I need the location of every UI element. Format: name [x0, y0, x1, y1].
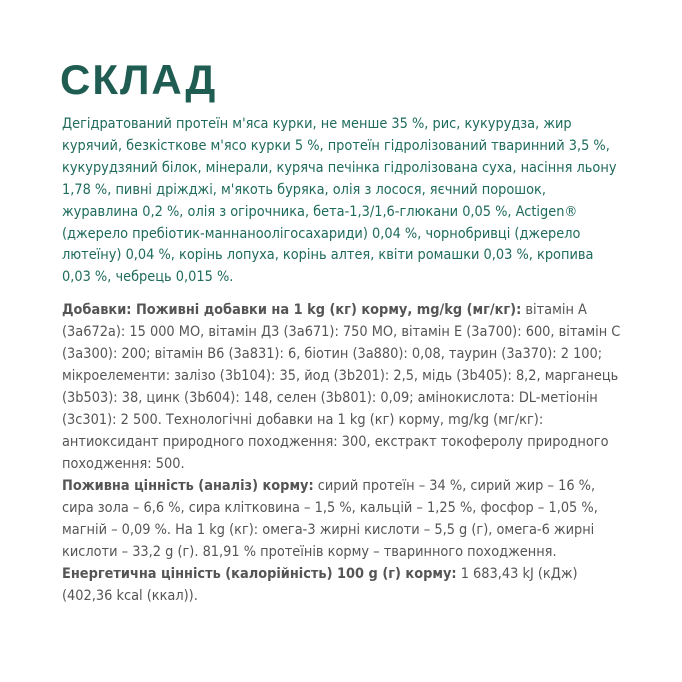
nutrition-details — [62, 299, 622, 607]
additives-label: Добавки: Поживні добавки на 1 kg (кг) корму, mg/kg (мг/кг): — [62, 302, 522, 318]
additives-text: вітамін А (3а672а): 15 000 МО, вітамін Д3 (3а671): 750 МО, вітамін Е (3а700): 600, вітамін С (3а300): 200; вітамін В6 (3а831): 6, біотин (3а880): 0,08, таурин (3а370): 2 100; мікроелементи: залізо (3b104): 35, йод (3b201): 2,5, мідь (3b405): 8,2, марганець (3b503): 38, цинк (3b604): 148, селен (3b801): 0,09; амінокислота: DL-метіонін (3с301): 2 500. Технологічні добавки на 1 kg (кг) корму, mg/kg (мг/кг): антиоксидант природного походження: 300, екстракт токоферолу природного походження: 500. — [62, 302, 621, 472]
page-title: СКЛАД — [60, 56, 218, 103]
energy-label: Енергетична цінність (калорійність) 100 g (г) корму: — [62, 566, 457, 582]
energy-text: 1 683,43 kJ (кДж) (402,36 kcal (ккал)). — [62, 566, 578, 604]
nutrition-text: сирий протеїн – 34 %, сирий жир – 16 %, сира зола – 6,6 %, сира клітковина – 1,5 %, кальцій – 1,25 %, фосфор – 1,05 %, магній – 0,09 %. На 1 kg (кг): омега-3 жирні кислоти – 5,5 g (г), омега-6 жирні кислоти – 33,2 g (г). 81,91 % протеїнів корму – тваринного походження. — [62, 478, 598, 560]
nutrition-label: Поживна цінність (аналіз) корму: — [62, 478, 314, 494]
ingredients-text: Дегідратований протеїн м'яса курки, не менше 35 %, рис, кукурудза, жир курячий, безкісткове м'ясо курки 5 %, протеїн гідролізований тваринний 3,5 %, кукурудзяний білок, мінерали, куряча печінка гідролізована суха, насіння льону 1,78 %, пивні дріжджі, м'якоть буряка, олія з лосося, яєчний порошок, журавлина 0,2 %, олія з огірочника, бета-1,3/1,6-глюкани 0,05 %, Actigen® (джерело пребіотик-маннаноолігосахариди) 0,04 %, чорнобривці (джерело лютеїну) 0,04 %, корінь лопуха, корінь алтея, квіти ромашки 0,03 %, кропива 0,03 %, чебрець 0,015 %. — [62, 116, 617, 286]
